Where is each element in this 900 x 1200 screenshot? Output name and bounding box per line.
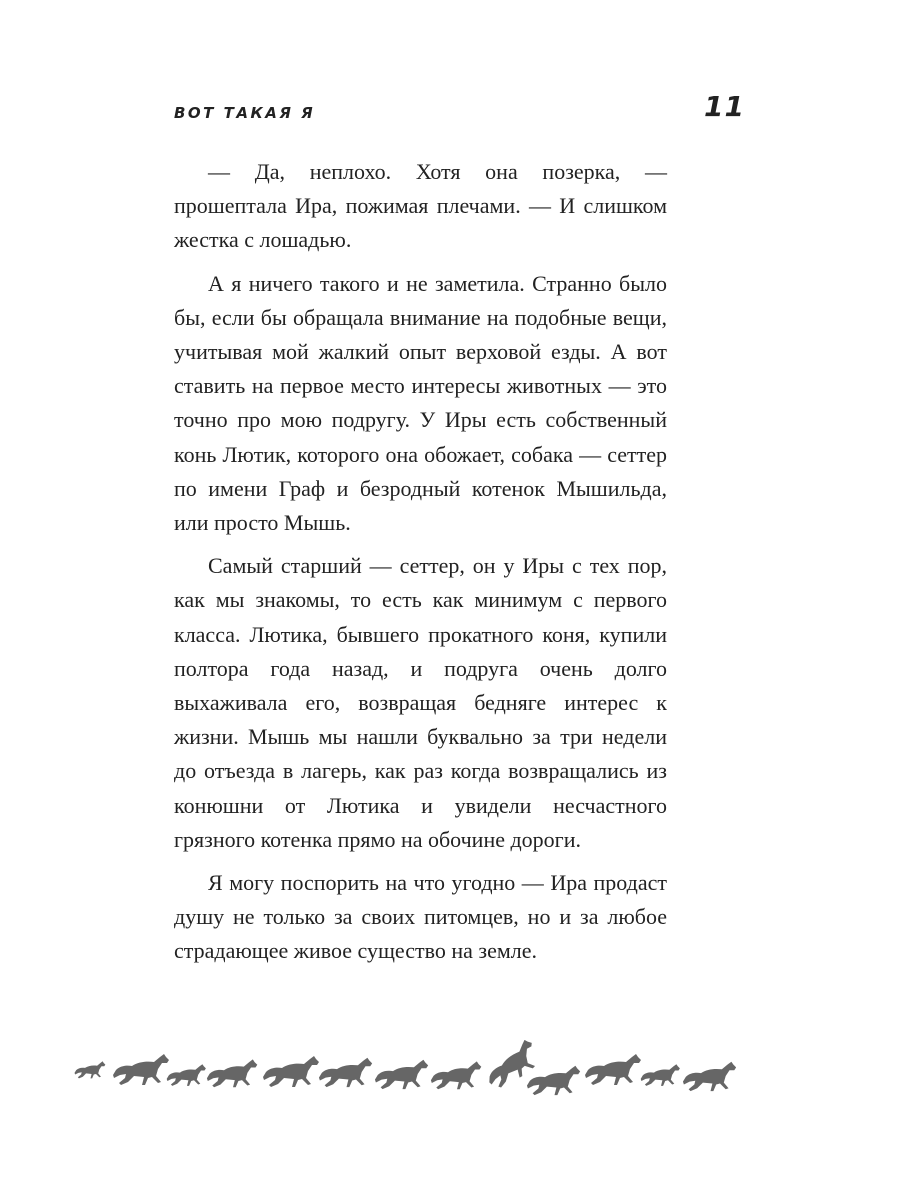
paragraph: — Да, неплохо. Хотя она позерка, — прошептала Ира, пожимая плечами. — И слишком жестка с лошадью. bbox=[174, 159, 667, 253]
horse-silhouette-icon bbox=[431, 1061, 481, 1089]
horse-silhouette-icon bbox=[683, 1062, 736, 1091]
horse-silhouette-icon bbox=[167, 1064, 206, 1086]
horse-silhouette-icon bbox=[263, 1056, 319, 1087]
page-number: 11 bbox=[704, 90, 745, 123]
horse-silhouette-icon bbox=[585, 1054, 641, 1085]
page-body bbox=[174, 155, 667, 978]
horse-silhouette-icon bbox=[641, 1064, 680, 1086]
paragraph: А я ничего такого и не заметила. Странно было бы, если бы обращала внимание на подобные вещи, учитывая мой жалкий опыт верховой езды. А вот ставить на первое место интересы животных — это точно про мою подругу. У Иры есть собственный конь Лютик, которого она обожает, собака — сеттер по имени Граф и безродный котенок Мышильда, или просто Мышь. bbox=[174, 270, 667, 536]
galloping-horses-icon bbox=[74, 1040, 736, 1110]
paragraph: Я могу поспорить на что угодно — Ира продаст душу не только за своих питомцев, но и за любое страдающее живое существо на земле. bbox=[174, 870, 667, 964]
running-title: ВОТ ТАКАЯ Я bbox=[174, 104, 316, 122]
horse-silhouette-icon bbox=[75, 1061, 106, 1078]
horse-silhouette-icon bbox=[207, 1059, 257, 1087]
horse-silhouette-icon bbox=[319, 1058, 372, 1087]
horse-silhouette-icon bbox=[375, 1060, 428, 1089]
horse-silhouette-icon bbox=[527, 1066, 580, 1095]
paragraph: Самый старший — сеттер, он у Иры с тех пор, как мы знакомы, то есть как минимум с первого класса. Лютика, бывшего прокатного коня, купили полтора года назад, и подруга очень долго выхаживала его, возвращая бедняге интерес к жизни. Мышь мы нашли буквально за три недели до отъезда в лагерь, как раз когда возвращались из конюшни от Лютика и увидели несчастного грязного котенка прямо на обочине дороги. bbox=[174, 553, 667, 852]
horse-strip bbox=[74, 1040, 736, 1110]
horse-silhouette-icon bbox=[113, 1054, 169, 1085]
